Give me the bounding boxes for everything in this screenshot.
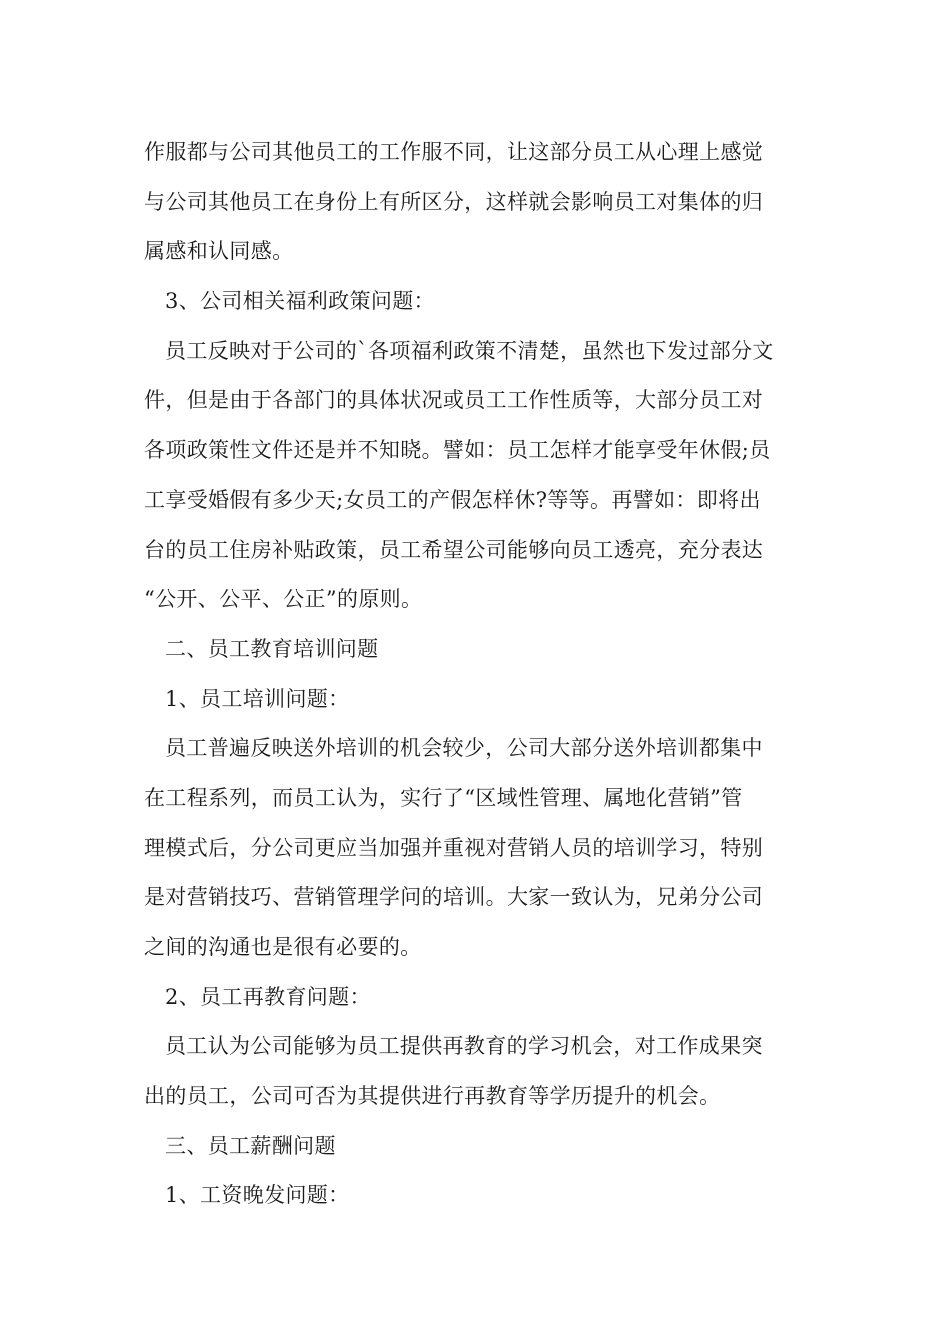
document-page bbox=[144, 128, 808, 1221]
text-line: 之间的沟通也是很有必要的。 bbox=[144, 935, 422, 959]
section-heading: 二、员工教育培训问题 bbox=[165, 636, 379, 661]
section-heading: 1、工资晚发问题： bbox=[165, 1183, 350, 1208]
text-line: “公开、公平、公正”的原则。 bbox=[144, 587, 423, 612]
text-line: 员工认为公司能够为员工提供再教育的学习机会，对工作成果突 bbox=[165, 1034, 763, 1059]
text-line: 理模式后，分公司更应当加强并重视对营销人员的培训学习，特别 bbox=[144, 835, 764, 860]
text-line: 作服都与公司其他员工的工作服不同，让这部分员工从心理上感觉 bbox=[144, 140, 764, 164]
section-heading: 2、员工再教育问题： bbox=[165, 984, 371, 1009]
text-line: 员工反映对于公司的`各项福利政策不清楚，虽然也下发过部分文 bbox=[165, 338, 774, 363]
section-heading: 1、员工培训问题： bbox=[165, 686, 350, 711]
text-line: 属感和认同感。 bbox=[144, 239, 294, 264]
text-line: 工享受婚假有多少天;女员工的产假怎样休?等等。再譬如：即将出 bbox=[144, 487, 761, 512]
text-line: 各项政策性文件还是并不知晓。譬如：员工怎样才能享受年休假;员 bbox=[144, 438, 771, 463]
text-line: 与公司其他员工在身份上有所区分，这样就会影响员工对集体的归 bbox=[144, 189, 764, 214]
text-line: 员工普遍反映送外培训的机会较少，公司大部分送外培训都集中 bbox=[165, 736, 763, 761]
text-line: 在工程系列，而员工认为，实行了“区域性管理、属地化营销”管 bbox=[144, 785, 743, 810]
text-line: 件，但是由于各部门的具体状况或员工工作性质等，大部分员工对 bbox=[144, 388, 764, 413]
text-line: 出的员工，公司可否为其提供进行再教育等学历提升的机会。 bbox=[144, 1084, 721, 1109]
text-line: 台的员工住房补贴政策，员工希望公司能够向员工透亮，充分表达 bbox=[144, 537, 764, 562]
section-heading: 3、公司相关福利政策问题： bbox=[165, 289, 435, 314]
text-line: 是对营销技巧、营销管理学问的培训。大家一致认为，兄弟分公司 bbox=[144, 885, 764, 910]
section-heading: 三、员工薪酬问题 bbox=[165, 1133, 336, 1158]
